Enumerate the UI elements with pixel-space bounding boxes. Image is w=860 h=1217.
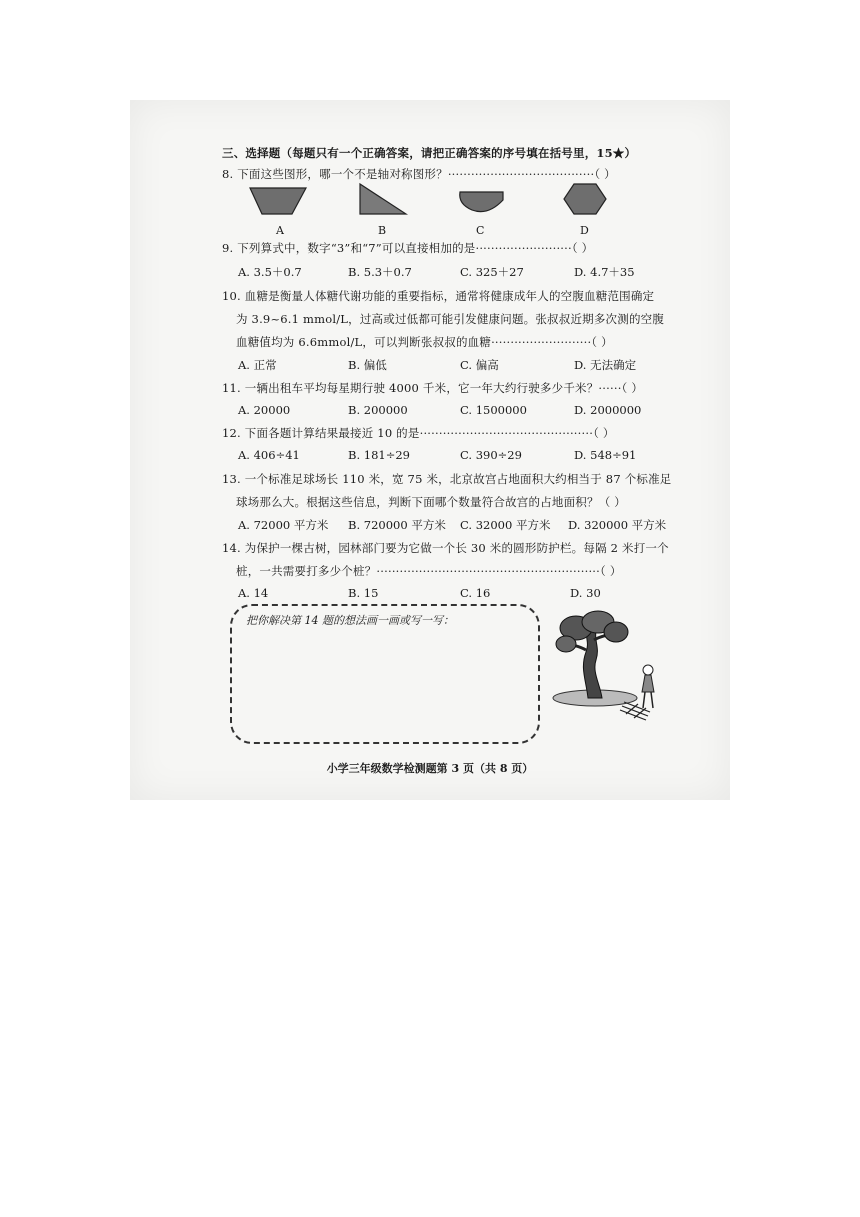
shape-label-b: B — [378, 224, 387, 237]
question-12: 12. 下面各题计算结果最接近 10 的是·············································（ ） — [222, 426, 615, 440]
question-13-line-1: 13. 一个标准足球场长 110 米，宽 75 米，北京故宫占地面积大约相当于 87 个标准足 — [222, 472, 672, 486]
q12-option-c: C. 390÷29 — [460, 448, 522, 462]
q14-option-a: A. 14 — [238, 586, 269, 600]
question-10-line-3: 血糖值均为 6.6mmol/L，可以判断张叔叔的血糖··························（ ） — [236, 335, 613, 349]
question-8: 8. 下面这些图形，哪一个不是轴对称图形？······································（ ） — [222, 167, 616, 181]
question-14-line-2: 桩，一共需要打多少个桩？··························································（ ） — [236, 564, 622, 578]
q11-option-d: D. 2000000 — [574, 403, 642, 417]
ancient-tree-illustration — [550, 610, 670, 735]
triangle-shape-b — [360, 184, 406, 214]
hexagon-shape-d — [564, 184, 606, 214]
shape-label-c: C — [476, 224, 485, 237]
q11-option-c: C. 1500000 — [460, 403, 527, 417]
q14-option-c: C. 16 — [460, 586, 491, 600]
question-14-line-1: 14. 为保护一棵古树，园林部门要为它做一个长 30 米的圆形防护栏。每隔 2 米打一个 — [222, 541, 669, 555]
q10-option-c: C. 偏高 — [460, 358, 499, 372]
section-heading: 三、选择题（每题只有一个正确答案，请把正确答案的序号填在括号里，15★） — [222, 146, 637, 160]
q14-option-b: B. 15 — [348, 586, 379, 600]
question-13-line-2: 球场那么大。根据这些信息，判断下面哪个数量符合故宫的占地面积？（ ） — [236, 495, 626, 509]
q12-option-b: B. 181÷29 — [348, 448, 410, 462]
sketch-box-title: 把你解决第 14 题的想法画一画或写一写： — [246, 614, 454, 627]
q13-option-b: B. 720000 平方米 — [348, 518, 446, 532]
q9-option-a: A. 3.5＋0.7 — [238, 265, 302, 279]
q13-option-c: C. 32000 平方米 — [460, 518, 551, 532]
trapezoid-shape-a — [250, 188, 306, 214]
question-10-line-1: 10. 血糖是衡量人体糖代谢功能的重要指标，通常将健康成年人的空腹血糖范围确定 — [222, 289, 655, 303]
q10-option-b: B. 偏低 — [348, 358, 387, 372]
shape-label-d: D — [580, 224, 589, 237]
q9-option-b: B. 5.3＋0.7 — [348, 265, 412, 279]
q8-shapes — [240, 180, 620, 220]
q10-option-d: D. 无法确定 — [574, 358, 637, 372]
question-9: 9. 下列算式中，数字“3”和“7”可以直接相加的是·························（ ） — [222, 241, 594, 255]
shape-label-a: A — [276, 224, 284, 237]
q10-option-a: A. 正常 — [238, 358, 277, 372]
q13-option-a: A. 72000 平方米 — [238, 518, 329, 532]
question-11: 11. 一辆出租车平均每星期行驶 4000 千米，它一年大约行驶多少千米？······（ ） — [222, 381, 644, 395]
q11-option-a: A. 20000 — [238, 403, 291, 417]
page-footer: 小学三年级数学检测题第 3 页（共 8 页） — [326, 762, 534, 775]
answer-sketch-box[interactable] — [230, 604, 540, 744]
q9-option-d: D. 4.7＋35 — [574, 265, 635, 279]
sector-shape-c — [460, 192, 503, 212]
q13-option-d: D. 320000 平方米 — [568, 518, 667, 532]
question-10-line-2: 为 3.9~6.1 mmol/L，过高或过低都可能引发健康问题。张叔叔近期多次测的空腹 — [236, 312, 665, 326]
q14-option-d: D. 30 — [570, 586, 601, 600]
q9-option-c: C. 325＋27 — [460, 265, 524, 279]
q11-option-b: B. 200000 — [348, 403, 408, 417]
q12-option-a: A. 406÷41 — [238, 448, 300, 462]
q12-option-d: D. 548÷91 — [574, 448, 637, 462]
